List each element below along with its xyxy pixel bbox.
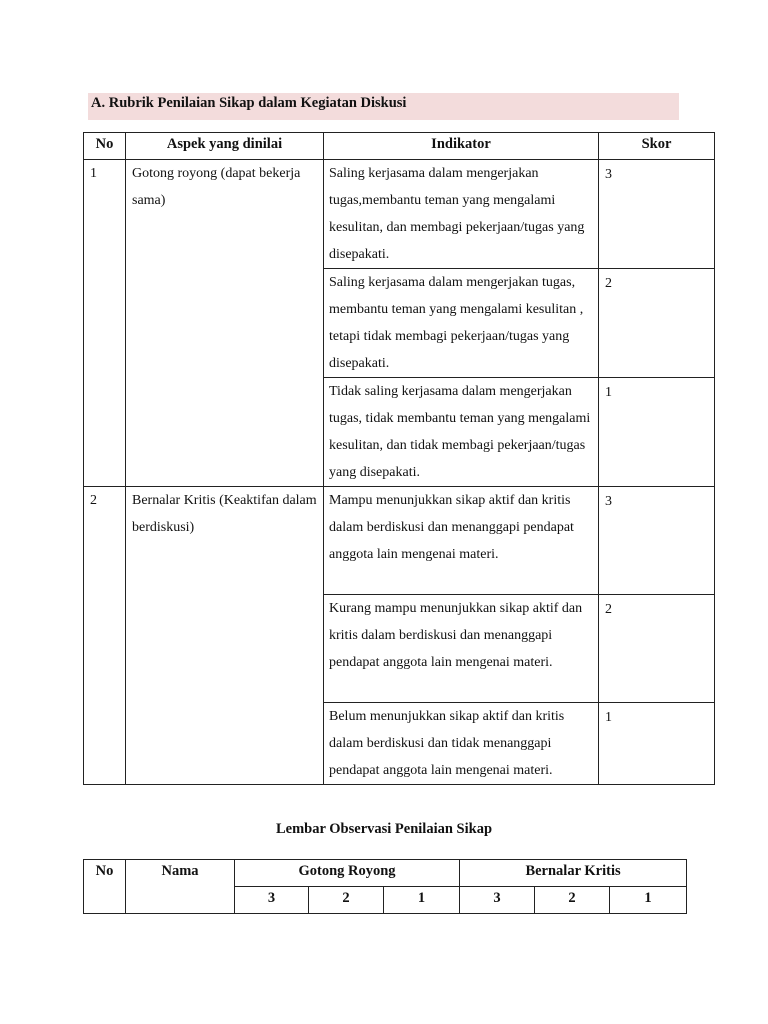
header-aspect: Aspek yang dinilai — [126, 133, 324, 160]
rubric-header-row — [84, 133, 715, 160]
observation-table — [83, 859, 687, 914]
header-bernalar-kritis: Bernalar Kritis — [460, 860, 687, 887]
indicator-text — [324, 487, 599, 595]
rubric-table — [83, 132, 715, 785]
aspect-number: 1 — [84, 160, 126, 487]
table-row — [84, 487, 715, 595]
header-gotong-royong: Gotong Royong — [235, 860, 460, 887]
indicator-text-content: Kurang mampu menunjukkan sikap aktif dan kritis dalam berdiskusi dan menanggapi pendapat anggota lain mengenai materi. — [329, 601, 583, 670]
header-no: No — [84, 860, 126, 914]
table-row — [84, 160, 715, 269]
observation-title: Lembar Observasi Penilaian Sikap — [275, 821, 493, 837]
indicator-text — [324, 595, 599, 703]
score-header: 2 — [309, 887, 384, 914]
indicator-score: 3 — [599, 160, 715, 269]
aspect-name: Gotong royong (dapat bekerja sama) — [126, 160, 324, 487]
score-header: 3 — [460, 887, 535, 914]
indicator-score: 1 — [599, 703, 715, 785]
aspect-number: 2 — [84, 487, 126, 785]
header-score: Skor — [599, 133, 715, 160]
observation-header-row — [84, 860, 687, 887]
header-name: Nama — [126, 860, 235, 914]
indicator-text: Belum menunjukkan sikap aktif dan kritis dalam berdiskusi dan tidak menanggapi pendapat anggota lain mengenai materi. — [324, 703, 599, 785]
section-title: A. Rubrik Penilaian Sikap dalam Kegiatan Diskusi — [88, 93, 679, 120]
indicator-text: Saling kerjasama dalam mengerjakan tugas,membantu teman yang mengalami kesulitan, dan membagi pekerjaan/tugas yang disepakati. — [324, 160, 599, 269]
indicator-score: 3 — [599, 487, 715, 595]
indicator-text-content: Mampu menunjukkan sikap aktif dan kritis dalam berdiskusi dan menanggapi pendapat anggota lain mengenai materi. — [329, 493, 574, 562]
header-no: No — [84, 133, 126, 160]
header-indicator: Indikator — [324, 133, 599, 160]
score-header: 1 — [384, 887, 460, 914]
score-header: 2 — [535, 887, 610, 914]
indicator-score: 2 — [599, 269, 715, 378]
score-header: 1 — [610, 887, 687, 914]
score-header: 3 — [235, 887, 309, 914]
indicator-score: 2 — [599, 595, 715, 703]
indicator-text: Saling kerjasama dalam mengerjakan tugas, membantu teman yang mengalami kesulitan , tetapi tidak membagi pekerjaan/tugas yang disepakati. — [324, 269, 599, 378]
indicator-score: 1 — [599, 378, 715, 487]
indicator-text: Tidak saling kerjasama dalam mengerjakan tugas, tidak membantu teman yang mengalami kesulitan, dan tidak membagi pekerjaan/tugas yang disepakati. — [324, 378, 599, 487]
aspect-name: Bernalar Kritis (Keaktifan dalam berdiskusi) — [126, 487, 324, 785]
